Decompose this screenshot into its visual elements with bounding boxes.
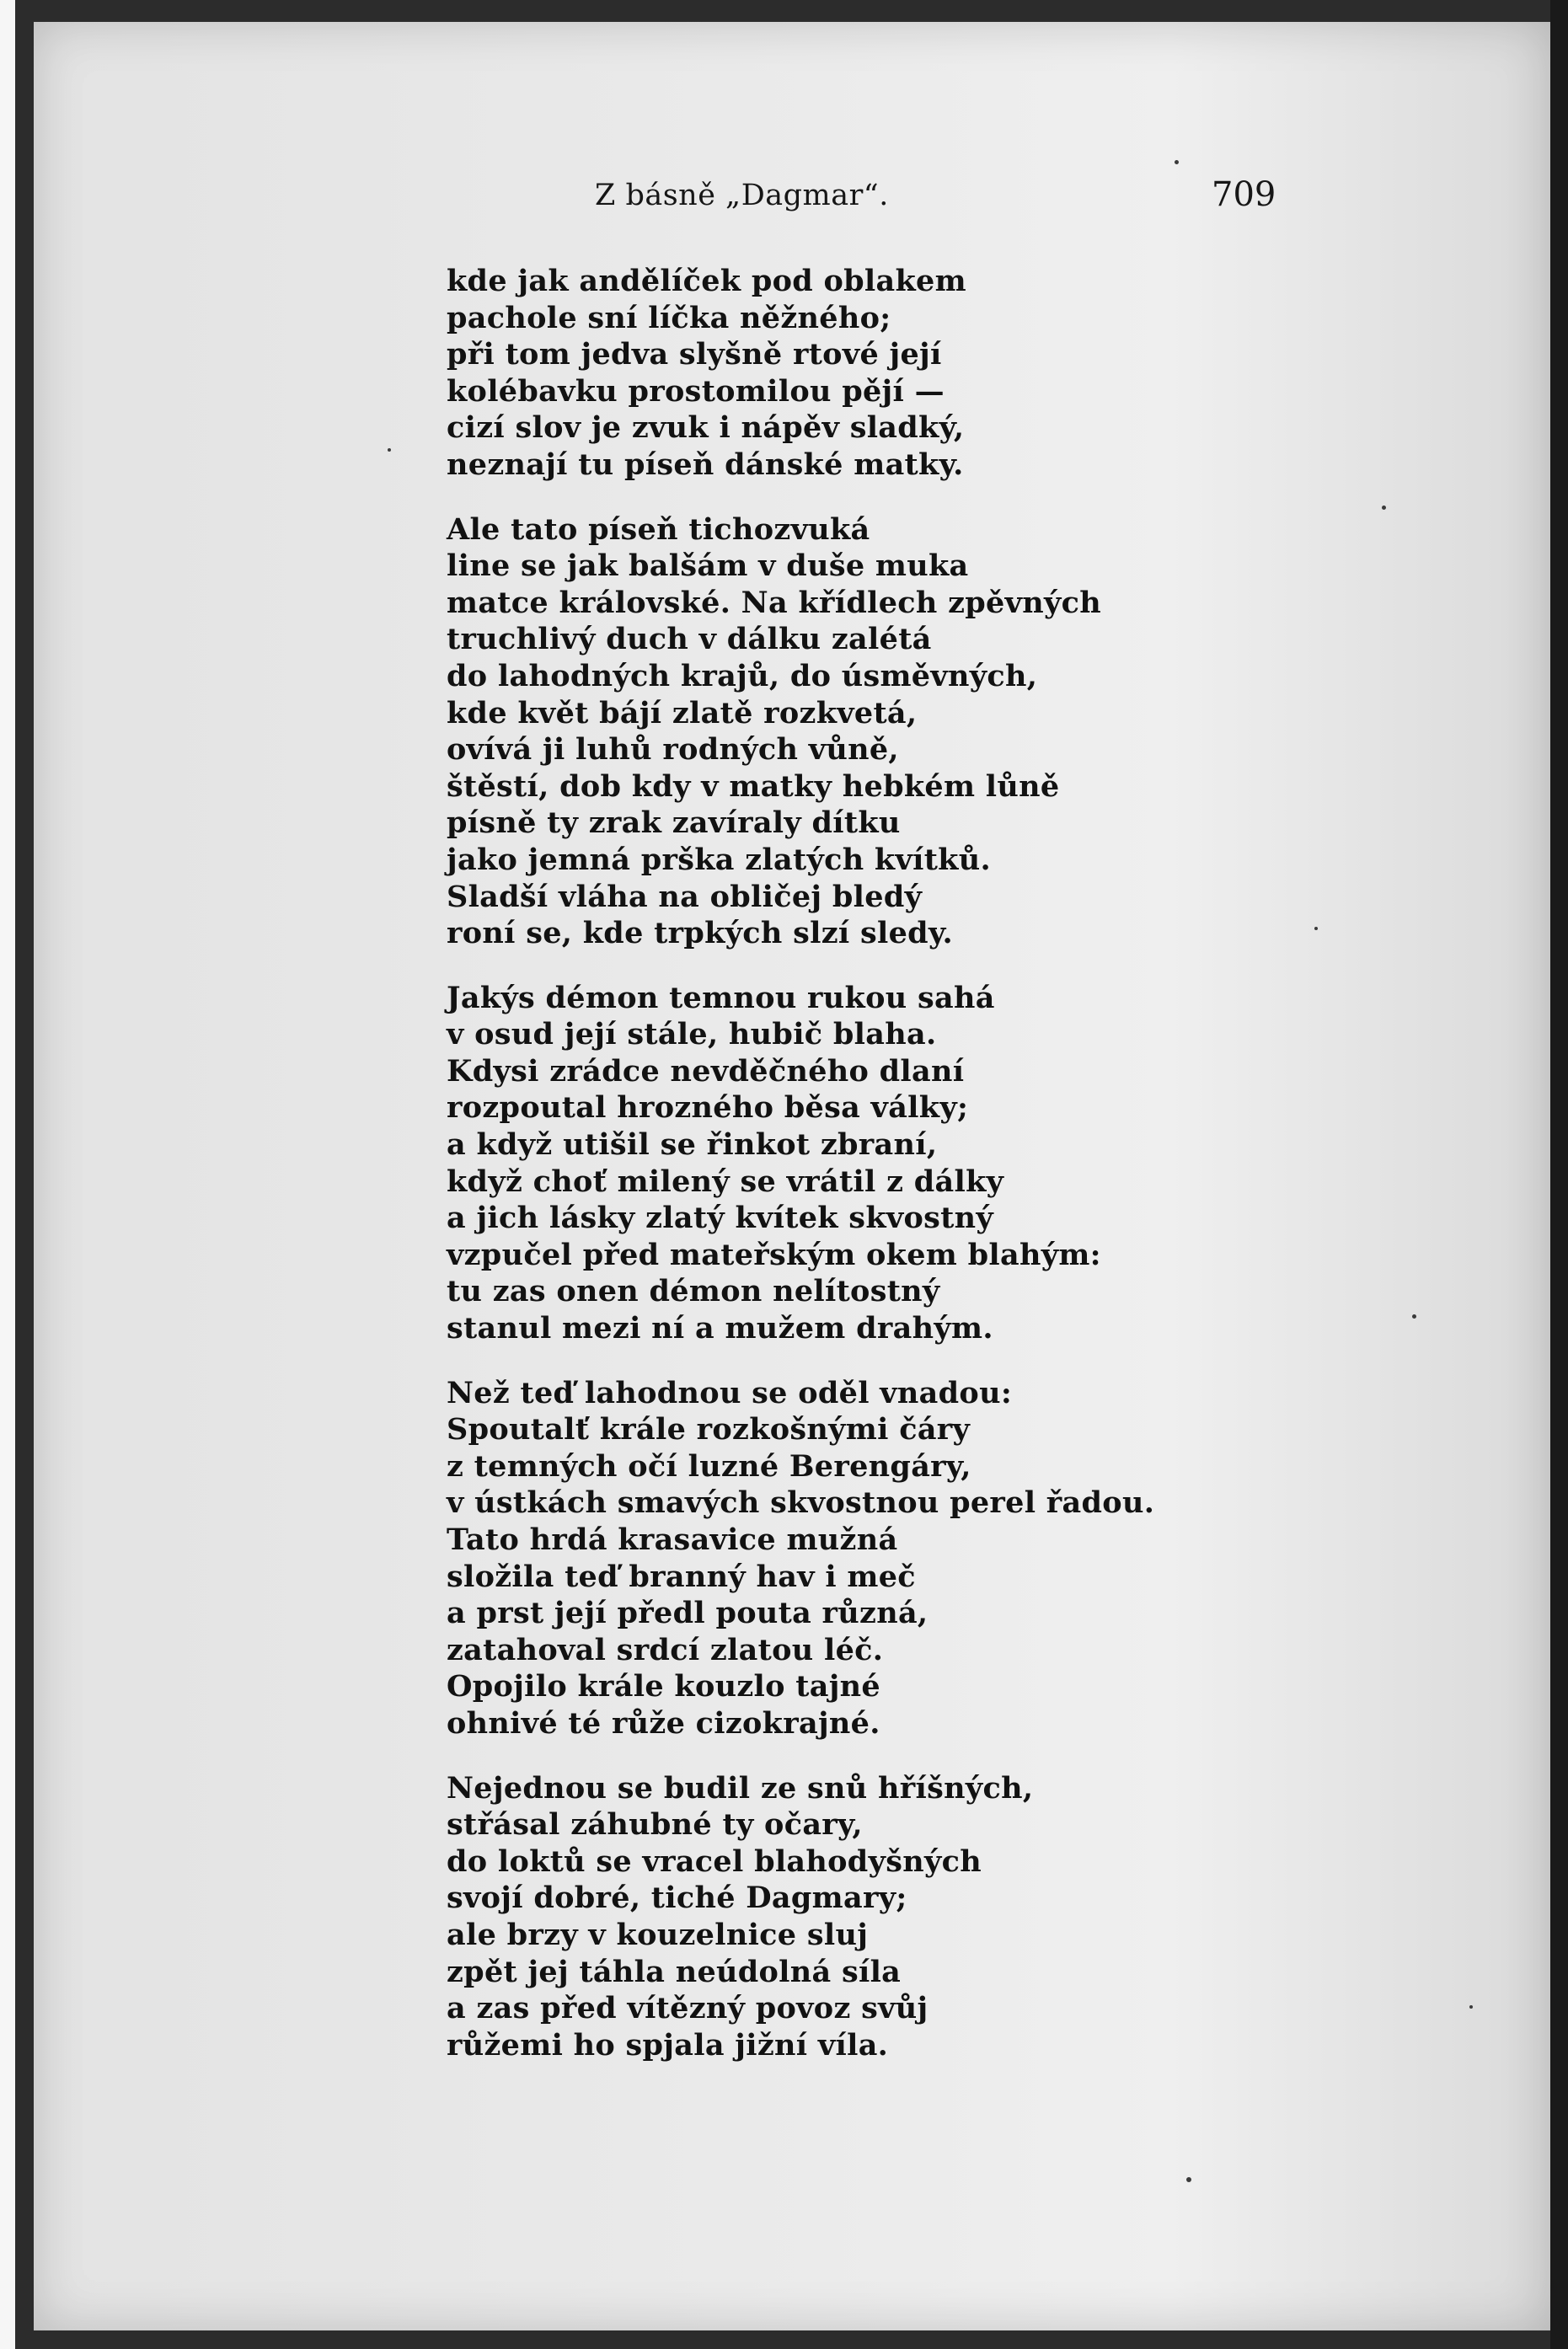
verse-line: line se jak balšám v duše muka	[447, 548, 969, 584]
scan-speck	[1412, 1314, 1416, 1319]
verse-line: do lahodných krajů, do úsměvných,	[447, 658, 1038, 693]
verse-line: pachole sní líčka něžného;	[447, 300, 891, 335]
verse-line: zpět jej táhla neúdolná síla	[447, 1954, 902, 1989]
verse-line: když choť milený se vrátil z dálky	[447, 1164, 1004, 1199]
verse-line: ohnivé té růže cizokrajné.	[447, 1705, 880, 1741]
verse-line: střásal záhubné ty očary,	[447, 1807, 863, 1843]
verse-line: kolébavku prostomilou pějí —	[447, 373, 945, 409]
scan-left-margin	[0, 0, 15, 2349]
verse-line: Sladší vláha na obličej bledý	[447, 879, 923, 914]
scan-right-edge	[1550, 0, 1568, 2349]
verse-line: matce královské. Na křídlech zpěvných	[447, 585, 1101, 620]
verse-line: tu zas onen démon nelítostný	[447, 1274, 940, 1309]
scan-speck	[1186, 2177, 1191, 2182]
stanza-4	[447, 1375, 1500, 1742]
verse-line: kde květ bájí zlatě rozkvetá,	[447, 695, 918, 730]
verse-line: Spoutalť krále rozkošnými čáry	[447, 1412, 971, 1447]
verse-line: kde jak andělíček pod oblakem	[447, 264, 966, 298]
stanza-5	[447, 1770, 1500, 2064]
verse-line: při tom jedva slyšně rtové její	[447, 337, 942, 372]
verse-line: Ale tato píseň tichozvuká	[447, 511, 870, 547]
verse-line: a když utišil se řinkot zbraní,	[447, 1127, 938, 1163]
verse-line: Jakýs démon temnou rukou sahá	[447, 980, 995, 1015]
verse-line: Kdysi zrádce nevděčného dlaní	[447, 1053, 965, 1089]
scan-speck	[1175, 160, 1179, 164]
stanza-3	[447, 980, 1500, 1347]
verse-line: a jich lásky zlatý kvítek skvostný	[447, 1201, 994, 1236]
verse-line: do loktů se vracel blahodyšných	[447, 1843, 982, 1879]
verse-line: rozpoutal hrozného běsa války;	[447, 1090, 969, 1126]
running-header-title: Z básně „Dagmar“.	[595, 179, 889, 212]
scan-speck	[1314, 927, 1318, 930]
verse-line: cizí slov je zvuk i nápěv sladký,	[447, 410, 965, 446]
verse-line: roní se, kde trpkých slzí sledy.	[447, 916, 954, 951]
verse-line: truchlivý duch v dálku zalétá	[447, 622, 932, 657]
poem-body	[447, 263, 1500, 2091]
verse-line: v osud její stále, hubič blaha.	[447, 1017, 937, 1052]
verse-line: v ústkách smavých skvostnou perel řadou.	[447, 1485, 1155, 1521]
verse-line: Než teď lahodnou se oděl vnadou:	[447, 1375, 1013, 1410]
verse-line: zatahoval srdcí zlatou léč.	[447, 1632, 884, 1667]
scan-speck	[1469, 2005, 1473, 2009]
scan-speck	[388, 448, 391, 452]
verse-line: písně ty zrak zavíraly dítku	[447, 805, 901, 841]
verse-line: Opojilo krále kouzlo tajné	[447, 1669, 880, 1704]
verse-line: štěstí, dob kdy v matky hebkém lůně	[447, 768, 1060, 804]
verse-line: ale brzy v kouzelnice sluj	[447, 1917, 869, 1952]
verse-line: složila teď branný hav i meč	[447, 1559, 916, 1594]
verse-line: svojí dobré, tiché Dagmary;	[447, 1881, 907, 1916]
verse-line: stanul mezi ní a mužem drahým.	[447, 1311, 993, 1346]
verse-line: a prst její předl pouta různá,	[447, 1596, 928, 1631]
verse-line: vzpučel před mateřským okem blahým:	[447, 1237, 1101, 1272]
verse-line: neznají tu píseň dánské matky.	[447, 447, 964, 482]
verse-line: z temných očí luzné Berengáry,	[447, 1448, 971, 1484]
verse-line: Tato hrdá krasavice mužná	[447, 1522, 898, 1557]
verse-line: ovívá ji luhů rodných vůně,	[447, 732, 899, 768]
verse-line: a zas před vítězný povoz svůj	[447, 1991, 928, 2026]
verse-line: růžemi ho spjala jižní víla.	[447, 2027, 889, 2063]
stanza-2	[447, 511, 1500, 952]
verse-line: jako jemná prška zlatých kvítků.	[447, 842, 991, 877]
page-number: 709	[1212, 175, 1276, 214]
verse-line: Nejednou se budil ze snů hříšných,	[447, 1770, 1034, 1806]
stanza-1	[447, 263, 1500, 484]
scan-speck	[1382, 506, 1386, 510]
